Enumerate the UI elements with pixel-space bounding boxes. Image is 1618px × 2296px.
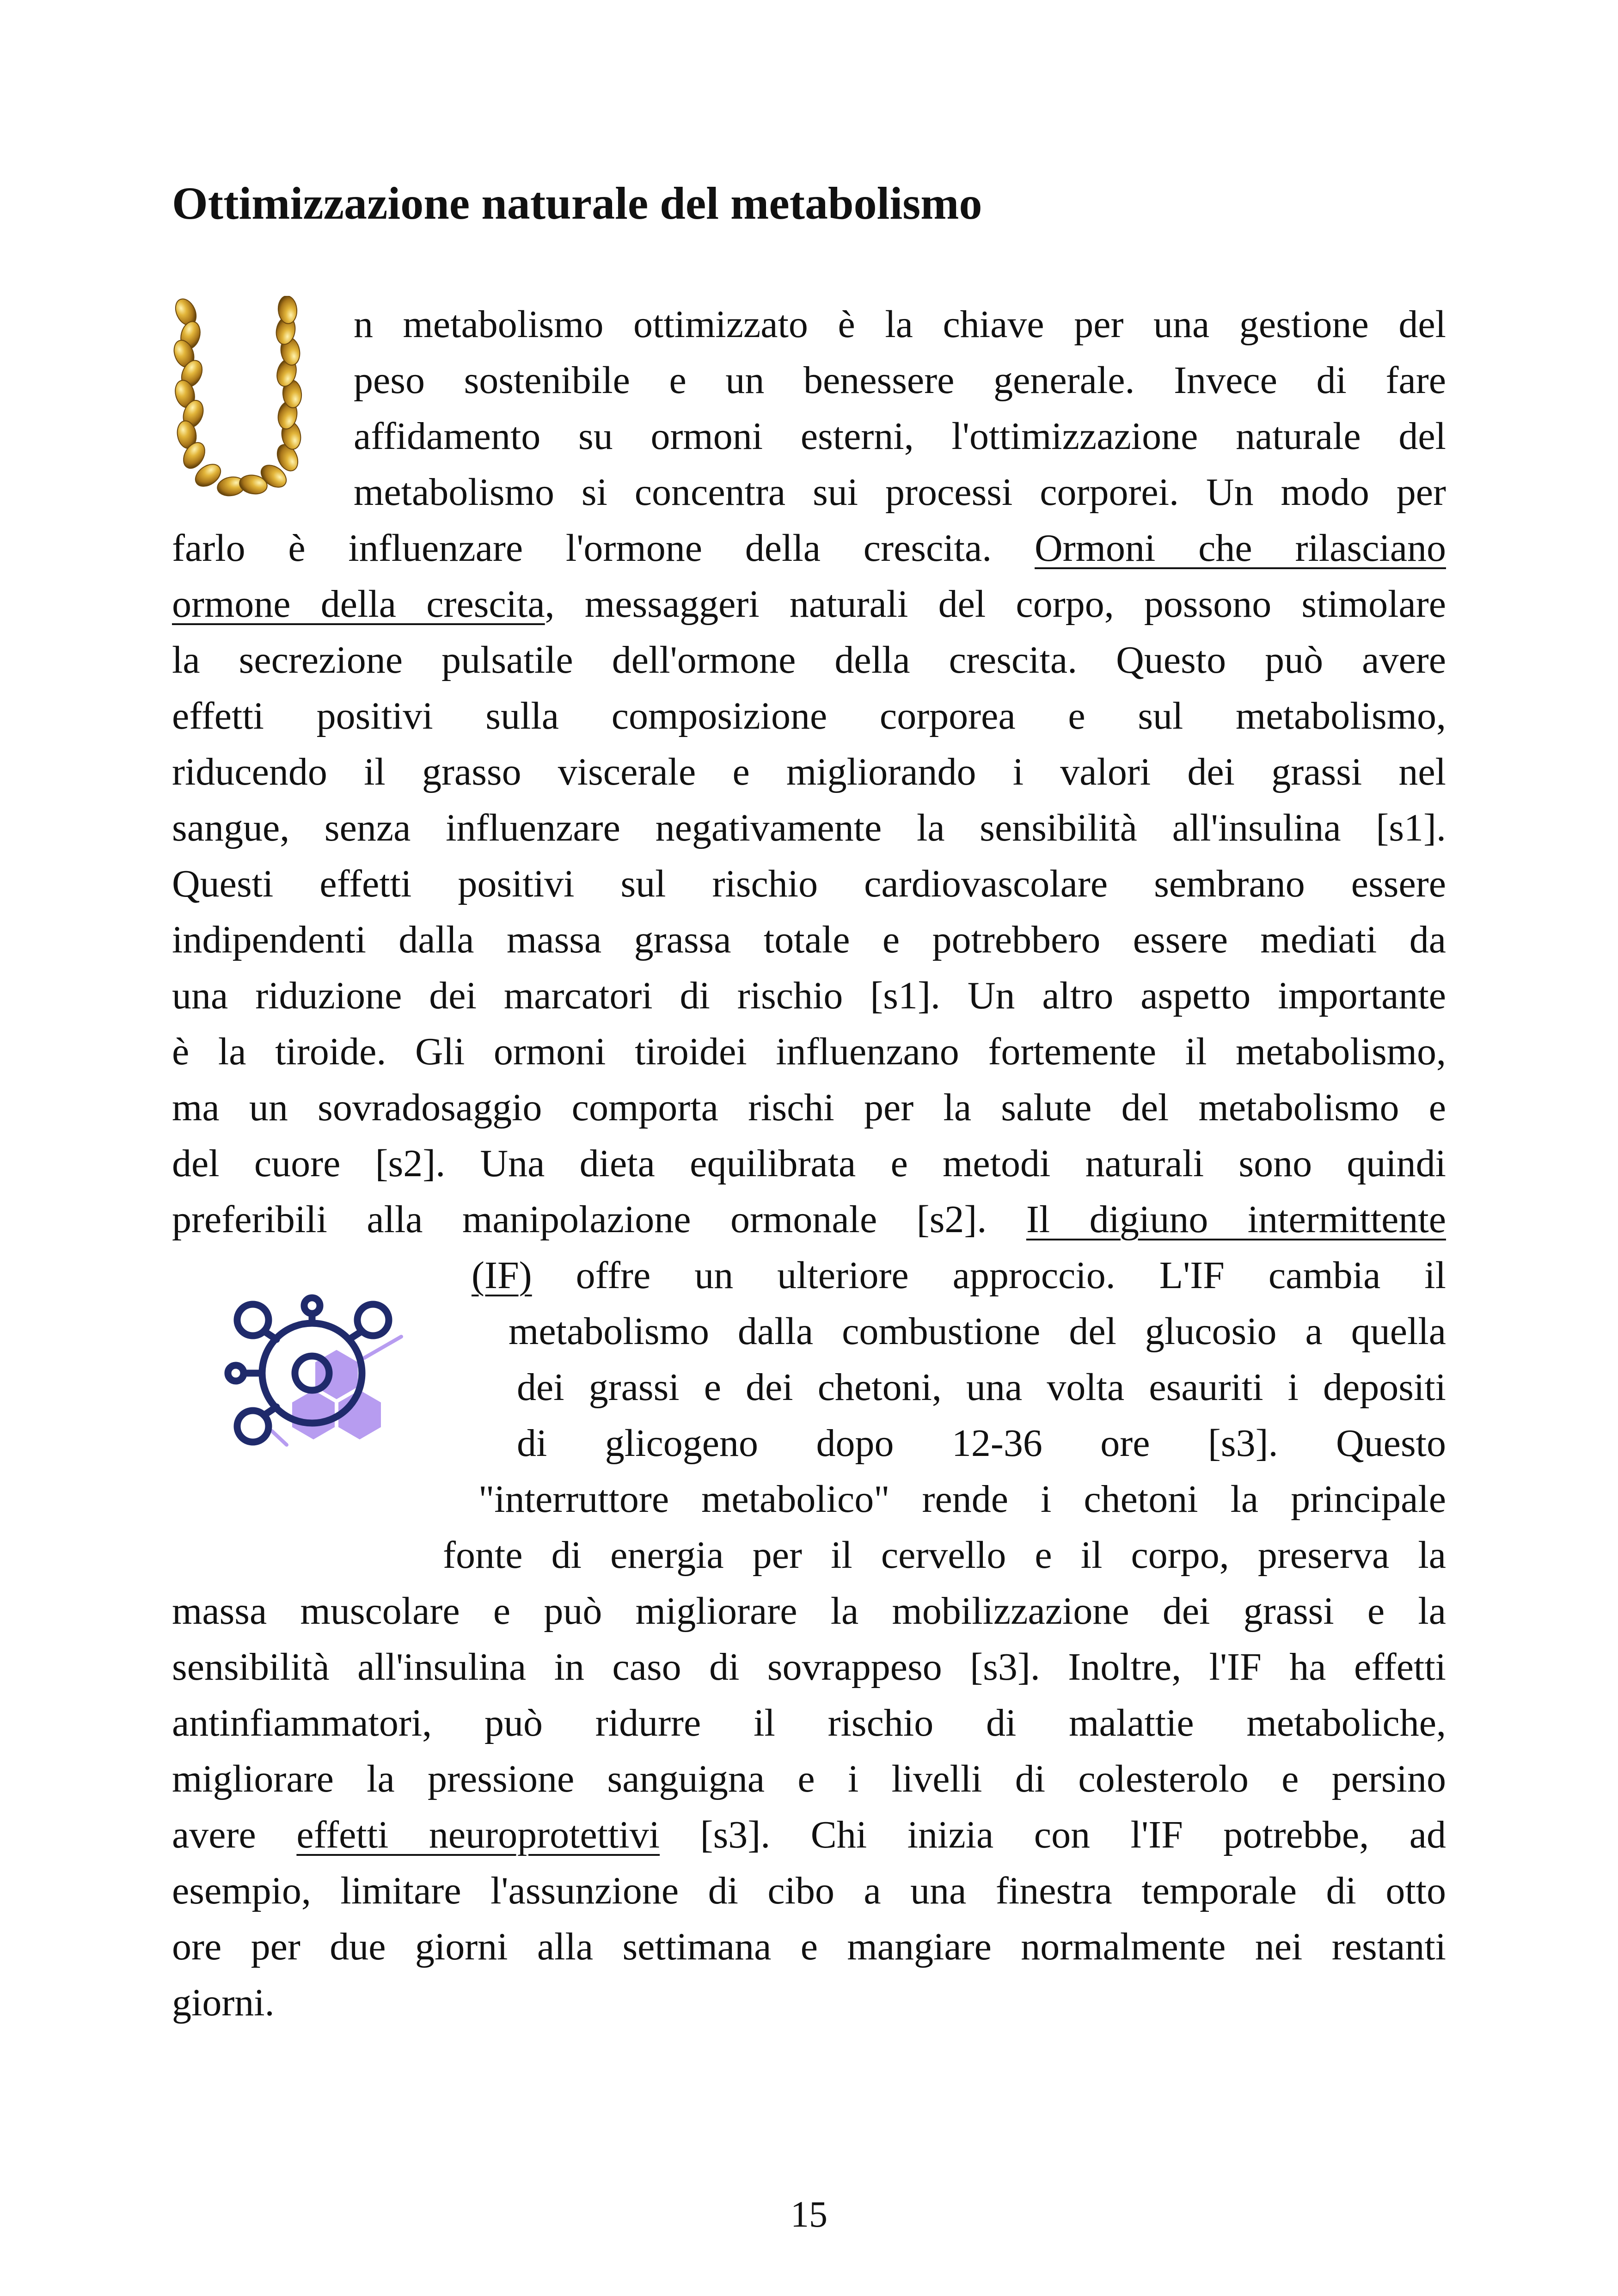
body-line: migliorare la pressione sanguigna e i livelli di colesterolo e persino xyxy=(172,1757,1446,1800)
body-line: metabolismo dalla combustione del glucosio a quella xyxy=(509,1310,1446,1353)
body-line: Questi effetti positivi sul rischio cardiovascolare sembrano essere xyxy=(172,862,1446,905)
reference-link[interactable]: (IF) xyxy=(472,1254,532,1297)
body-line: avere effetti neuroprotettivi [s3]. Chi inizia con l'IF potrebbe, ad xyxy=(172,1813,1446,1856)
body-line: ore per due giorni alla settimana e mangiare normalmente nei restanti xyxy=(172,1925,1446,1968)
body-line: peso sostenibile e un benessere generale. Invece di fare xyxy=(354,359,1446,402)
reference-link[interactable]: Il digiuno intermittente xyxy=(1026,1198,1446,1241)
body-line: antinfiammatori, può ridurre il rischio di malattie metaboliche, xyxy=(172,1701,1446,1744)
body-line: esempio, limitare l'assunzione di cibo a una finestra temporale di otto xyxy=(172,1869,1446,1912)
body-line: preferibili alla manipolazione ormonale [s2]. Il digiuno intermittente xyxy=(172,1198,1446,1241)
body-line: del cuore [s2]. Una dieta equilibrata e metodi naturali sono quindi xyxy=(172,1142,1446,1185)
body-line: dei grassi e dei chetoni, una volta esauriti i depositi xyxy=(517,1366,1446,1409)
body-line: di glicogeno dopo 12-36 ore [s3]. Questo xyxy=(517,1422,1446,1465)
metabolism-molecule-icon xyxy=(217,1292,439,1523)
body-line: ormone della crescita, messaggeri naturali del corpo, possono stimolare xyxy=(172,583,1446,626)
body-line: "interruttore metabolico" rende i chetoni la principale xyxy=(478,1478,1446,1521)
body-line: fonte di energia per il cervello e il corpo, preserva la xyxy=(443,1534,1446,1577)
body-line: metabolismo si concentra sui processi corporei. Un modo per xyxy=(354,471,1446,514)
capsule-letter-u-icon xyxy=(166,296,326,497)
page-title: Ottimizzazione naturale del metabolismo xyxy=(172,178,982,229)
body-line: indipendenti dalla massa grassa totale e potrebbero essere mediati da xyxy=(172,918,1446,961)
body-line: farlo è influenzare l'ormone della crescita. Ormoni che rilasciano xyxy=(172,527,1446,570)
body-line: effetti positivi sulla composizione corporea e sul metabolismo, xyxy=(172,694,1446,737)
body-line: n metabolismo ottimizzato è la chiave per una gestione del xyxy=(354,303,1446,346)
body-line: ma un sovradosaggio comporta rischi per la salute del metabolismo e xyxy=(172,1086,1446,1129)
body-line: sangue, senza influenzare negativamente la sensibilità all'insulina [s1]. xyxy=(172,806,1446,849)
reference-link[interactable]: ormone della crescita xyxy=(172,583,545,626)
body-line: una riduzione dei marcatori di rischio [s1]. Un altro aspetto importante xyxy=(172,974,1446,1017)
body-line: affidamento su ormoni esterni, l'ottimizzazione naturale del xyxy=(354,415,1446,458)
body-line: la secrezione pulsatile dell'ormone della crescita. Questo può avere xyxy=(172,638,1446,681)
body-line: riducendo il grasso viscerale e migliorando i valori dei grassi nel xyxy=(172,750,1446,793)
reference-link[interactable]: Ormoni che rilasciano xyxy=(1035,527,1446,570)
body-line: massa muscolare e può migliorare la mobilizzazione dei grassi e la xyxy=(172,1590,1446,1633)
page-number: 15 xyxy=(791,2194,827,2235)
body-line: è la tiroide. Gli ormoni tiroidei influenzano fortemente il metabolismo, xyxy=(172,1030,1446,1073)
body-line: sensibilità all'insulina in caso di sovrappeso [s3]. Inoltre, l'IF ha effetti xyxy=(172,1645,1446,1688)
reference-link[interactable]: effetti neuroprotettivi xyxy=(296,1813,660,1856)
body-line: (IF) offre un ulteriore approccio. L'IF cambia il xyxy=(472,1254,1446,1297)
body-line: giorni. xyxy=(172,1981,275,2024)
